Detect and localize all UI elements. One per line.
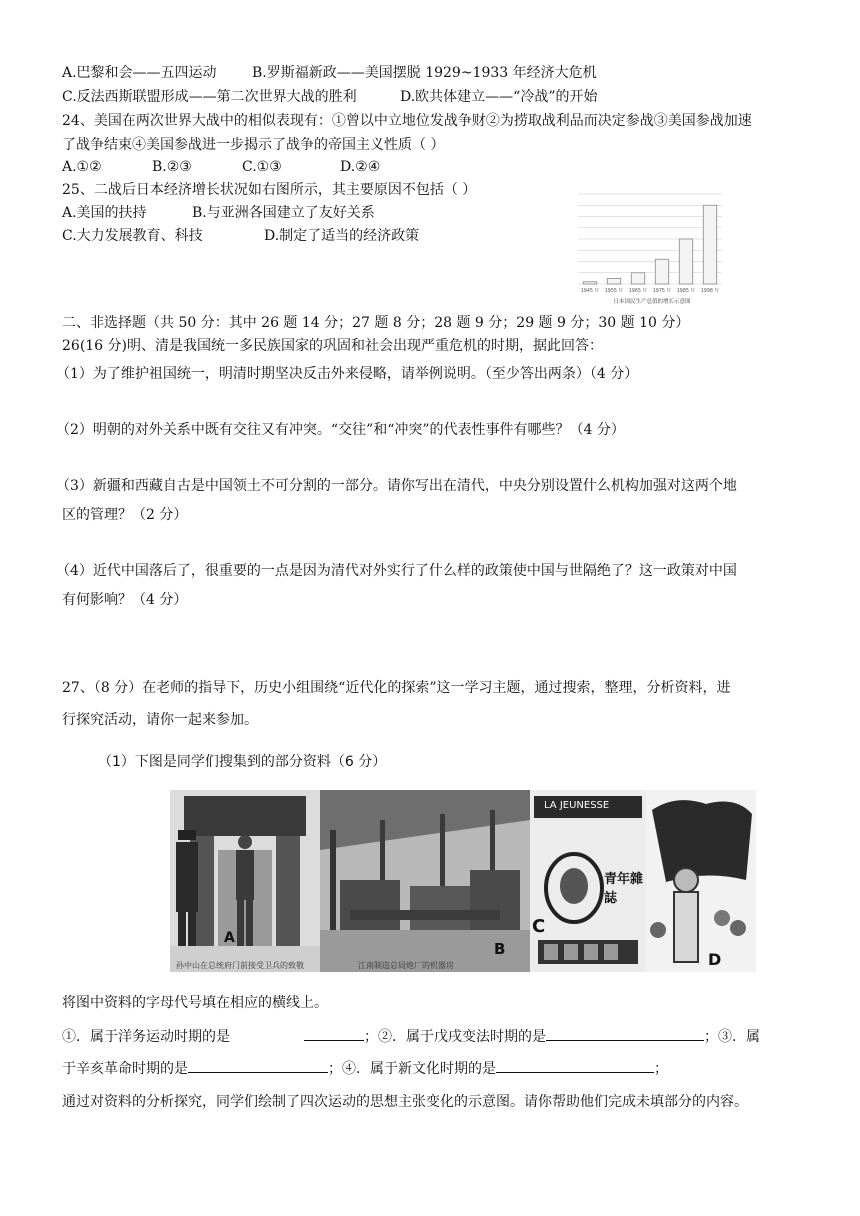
q23-options-row-1 bbox=[62, 63, 597, 83]
chart-tick-label: 1965 年 bbox=[628, 289, 648, 294]
photo-c-new-youth-cover bbox=[530, 790, 646, 972]
chart-bar bbox=[703, 205, 716, 284]
q24-option-b: B.②③ bbox=[152, 159, 192, 175]
chart-tick-label: 1975 年 bbox=[652, 289, 672, 294]
q27-sub-1: （1）下图是同学们搜集到的部分资料（6 分） bbox=[98, 754, 387, 770]
q27-answer-blank-4[interactable] bbox=[496, 1058, 654, 1073]
q27-fill-row-2 bbox=[62, 1058, 668, 1079]
chart-tick-labels bbox=[581, 287, 720, 294]
photo-d-label: D bbox=[708, 950, 722, 969]
q25-options-row-2 bbox=[62, 226, 419, 246]
chart-gridlines bbox=[578, 194, 722, 284]
photo-c-label: C bbox=[532, 916, 546, 937]
q25-option-b: B.与亚洲各国建立了友好关系 bbox=[192, 205, 375, 221]
photo-c-chinese-title: 青年雜誌 bbox=[604, 872, 644, 906]
photo-c-title: LA JEUNESSE bbox=[544, 800, 610, 811]
q27-answer-blank-2[interactable] bbox=[546, 1026, 704, 1041]
q26-part-2: （2）明朝的对外关系中既有交往又有冲突。“交往”和“冲突”的代表性事件有哪些？（4 分） bbox=[56, 422, 625, 438]
q24-stem-line-1: 24、美国在两次世界大战中的相似表现有：①曾以中立地位发战争财②为捞取战利品而决定参战③美国参战加速 bbox=[62, 113, 752, 129]
photo-b-caption: 江南制造总局炮厂的机器房 bbox=[358, 961, 454, 970]
chart-bar bbox=[583, 282, 596, 284]
photo-d-cartoon bbox=[646, 790, 756, 972]
q24-stem-line-2: 了战争结束④美国参战进一步揭示了战争的帝国主义性质（ ） bbox=[62, 137, 445, 153]
q23-option-d: D.欧共体建立——“冷战”的开始 bbox=[400, 89, 598, 105]
chart-tick-label: 1945 年 bbox=[580, 289, 600, 294]
q27-fill-4-end: ； bbox=[654, 1061, 668, 1077]
q26-part-3-line-1: （3）新疆和西藏自古是中国领土不可分割的一部分。请你写出在清代，中央分别设置什么机构加强对这两个地 bbox=[56, 478, 737, 494]
japan-gnp-chart bbox=[572, 188, 732, 308]
photo-a-label: A bbox=[224, 930, 235, 946]
q26-part-1: （1）为了维护祖国统一，明清时期坚决反击外来侵略，请举例说明。（至少答出两条）（4 分） bbox=[56, 366, 639, 382]
q27-fill-1-label: ①．属于洋务运动时期的是 bbox=[62, 1029, 230, 1045]
q25-options-row-1 bbox=[62, 203, 375, 223]
q23-option-a: A.巴黎和会——五四运动 bbox=[62, 65, 217, 81]
q27-closing-text: 通过对资料的分析探究，同学们绘制了四次运动的思想主张变化的示意图。请你帮助他们完成未填部分的内容。 bbox=[62, 1094, 748, 1110]
q24-option-a: A.①② bbox=[62, 159, 102, 175]
q26-stem: 26(16 分)明、清是我国统一多民族国家的巩固和社会出现严重危机的时期，据此回答： bbox=[62, 338, 604, 354]
q26-part-4-line-1: （4）近代中国落后了，很重要的一点是因为清代对外实行了什么样的政策使中国与世隔绝了？这一政策对中国 bbox=[56, 563, 737, 579]
chart-bar bbox=[655, 259, 668, 284]
q27-stem-line-1: 27、（8 分）在老师的指导下，历史小组围绕“近代化的探索”这一学习主题，通过搜索，整理，分析资料，进 bbox=[62, 680, 731, 696]
chart-tick-label: 1955 年 bbox=[604, 289, 624, 294]
chart-tick-label: 1998 年 bbox=[700, 289, 720, 294]
q24-option-c: C.①③ bbox=[242, 159, 282, 175]
section2-header: 二、非选择题（共 50 分：其中 26 题 14 分；27 题 8 分；28 题 9 分；29 题 9 分；30 题 10 分） bbox=[62, 315, 690, 331]
q26-part-3-line-2: 区的管理？（2 分） bbox=[62, 507, 188, 523]
q24-option-d: D.②④ bbox=[340, 159, 381, 175]
chart-tick-label: 1985 年 bbox=[676, 289, 696, 294]
q27-fill-4-label: ；④．属于新文化时期的是 bbox=[328, 1061, 496, 1077]
q25-stem: 25、二战后日本经济增长状况如右图所示，其主要原因不包括（ ） bbox=[62, 182, 477, 198]
q23-option-c: C.反法西斯联盟形成——第二次世界大战的胜利 bbox=[62, 89, 357, 105]
q25-option-d: D.制定了适当的经济政策 bbox=[264, 228, 420, 244]
q27-answer-blank-3[interactable] bbox=[188, 1058, 328, 1073]
q25-option-a: A.美国的扶持 bbox=[62, 205, 147, 221]
q27-fill-2-label: ；②．属于戊戌变法时期的是 bbox=[364, 1029, 546, 1045]
q26-part-4-line-2: 有何影响？（4 分） bbox=[62, 592, 188, 608]
q25-option-c: C.大力发展教育、科技 bbox=[62, 228, 203, 244]
chart-title: 日本国民生产总值的增长示意图 bbox=[613, 299, 691, 305]
chart-bar bbox=[607, 278, 620, 284]
chart-bars bbox=[583, 205, 716, 284]
photo-a-caption: 孙中山在总统府门前接受卫兵的致敬 bbox=[176, 961, 304, 970]
q27-answer-blank-1[interactable] bbox=[304, 1026, 364, 1041]
q23-option-b: B.罗斯福新政——美国摆脱 1929~1933 年经济大危机 bbox=[252, 65, 597, 81]
photo-b-label: B bbox=[494, 940, 506, 958]
photo-a-sun-yat-sen bbox=[170, 790, 320, 972]
q27-fill-instruction: 将图中资料的字母代号填在相应的横线上。 bbox=[62, 995, 328, 1011]
chart-bar bbox=[679, 239, 692, 284]
q27-fill-row-1 bbox=[62, 1026, 760, 1047]
q24-options bbox=[62, 157, 380, 177]
chart-bar bbox=[631, 273, 644, 284]
q27-fill-3-label-a: ；③．属 bbox=[704, 1029, 760, 1045]
photo-b-jiangnan-arsenal bbox=[320, 790, 530, 972]
q27-fill-3-label-b: 于辛亥革命时期的是 bbox=[62, 1061, 188, 1077]
q23-options-row-2 bbox=[62, 87, 598, 107]
q27-stem-line-2: 行探究活动，请你一起来参加。 bbox=[62, 712, 258, 728]
